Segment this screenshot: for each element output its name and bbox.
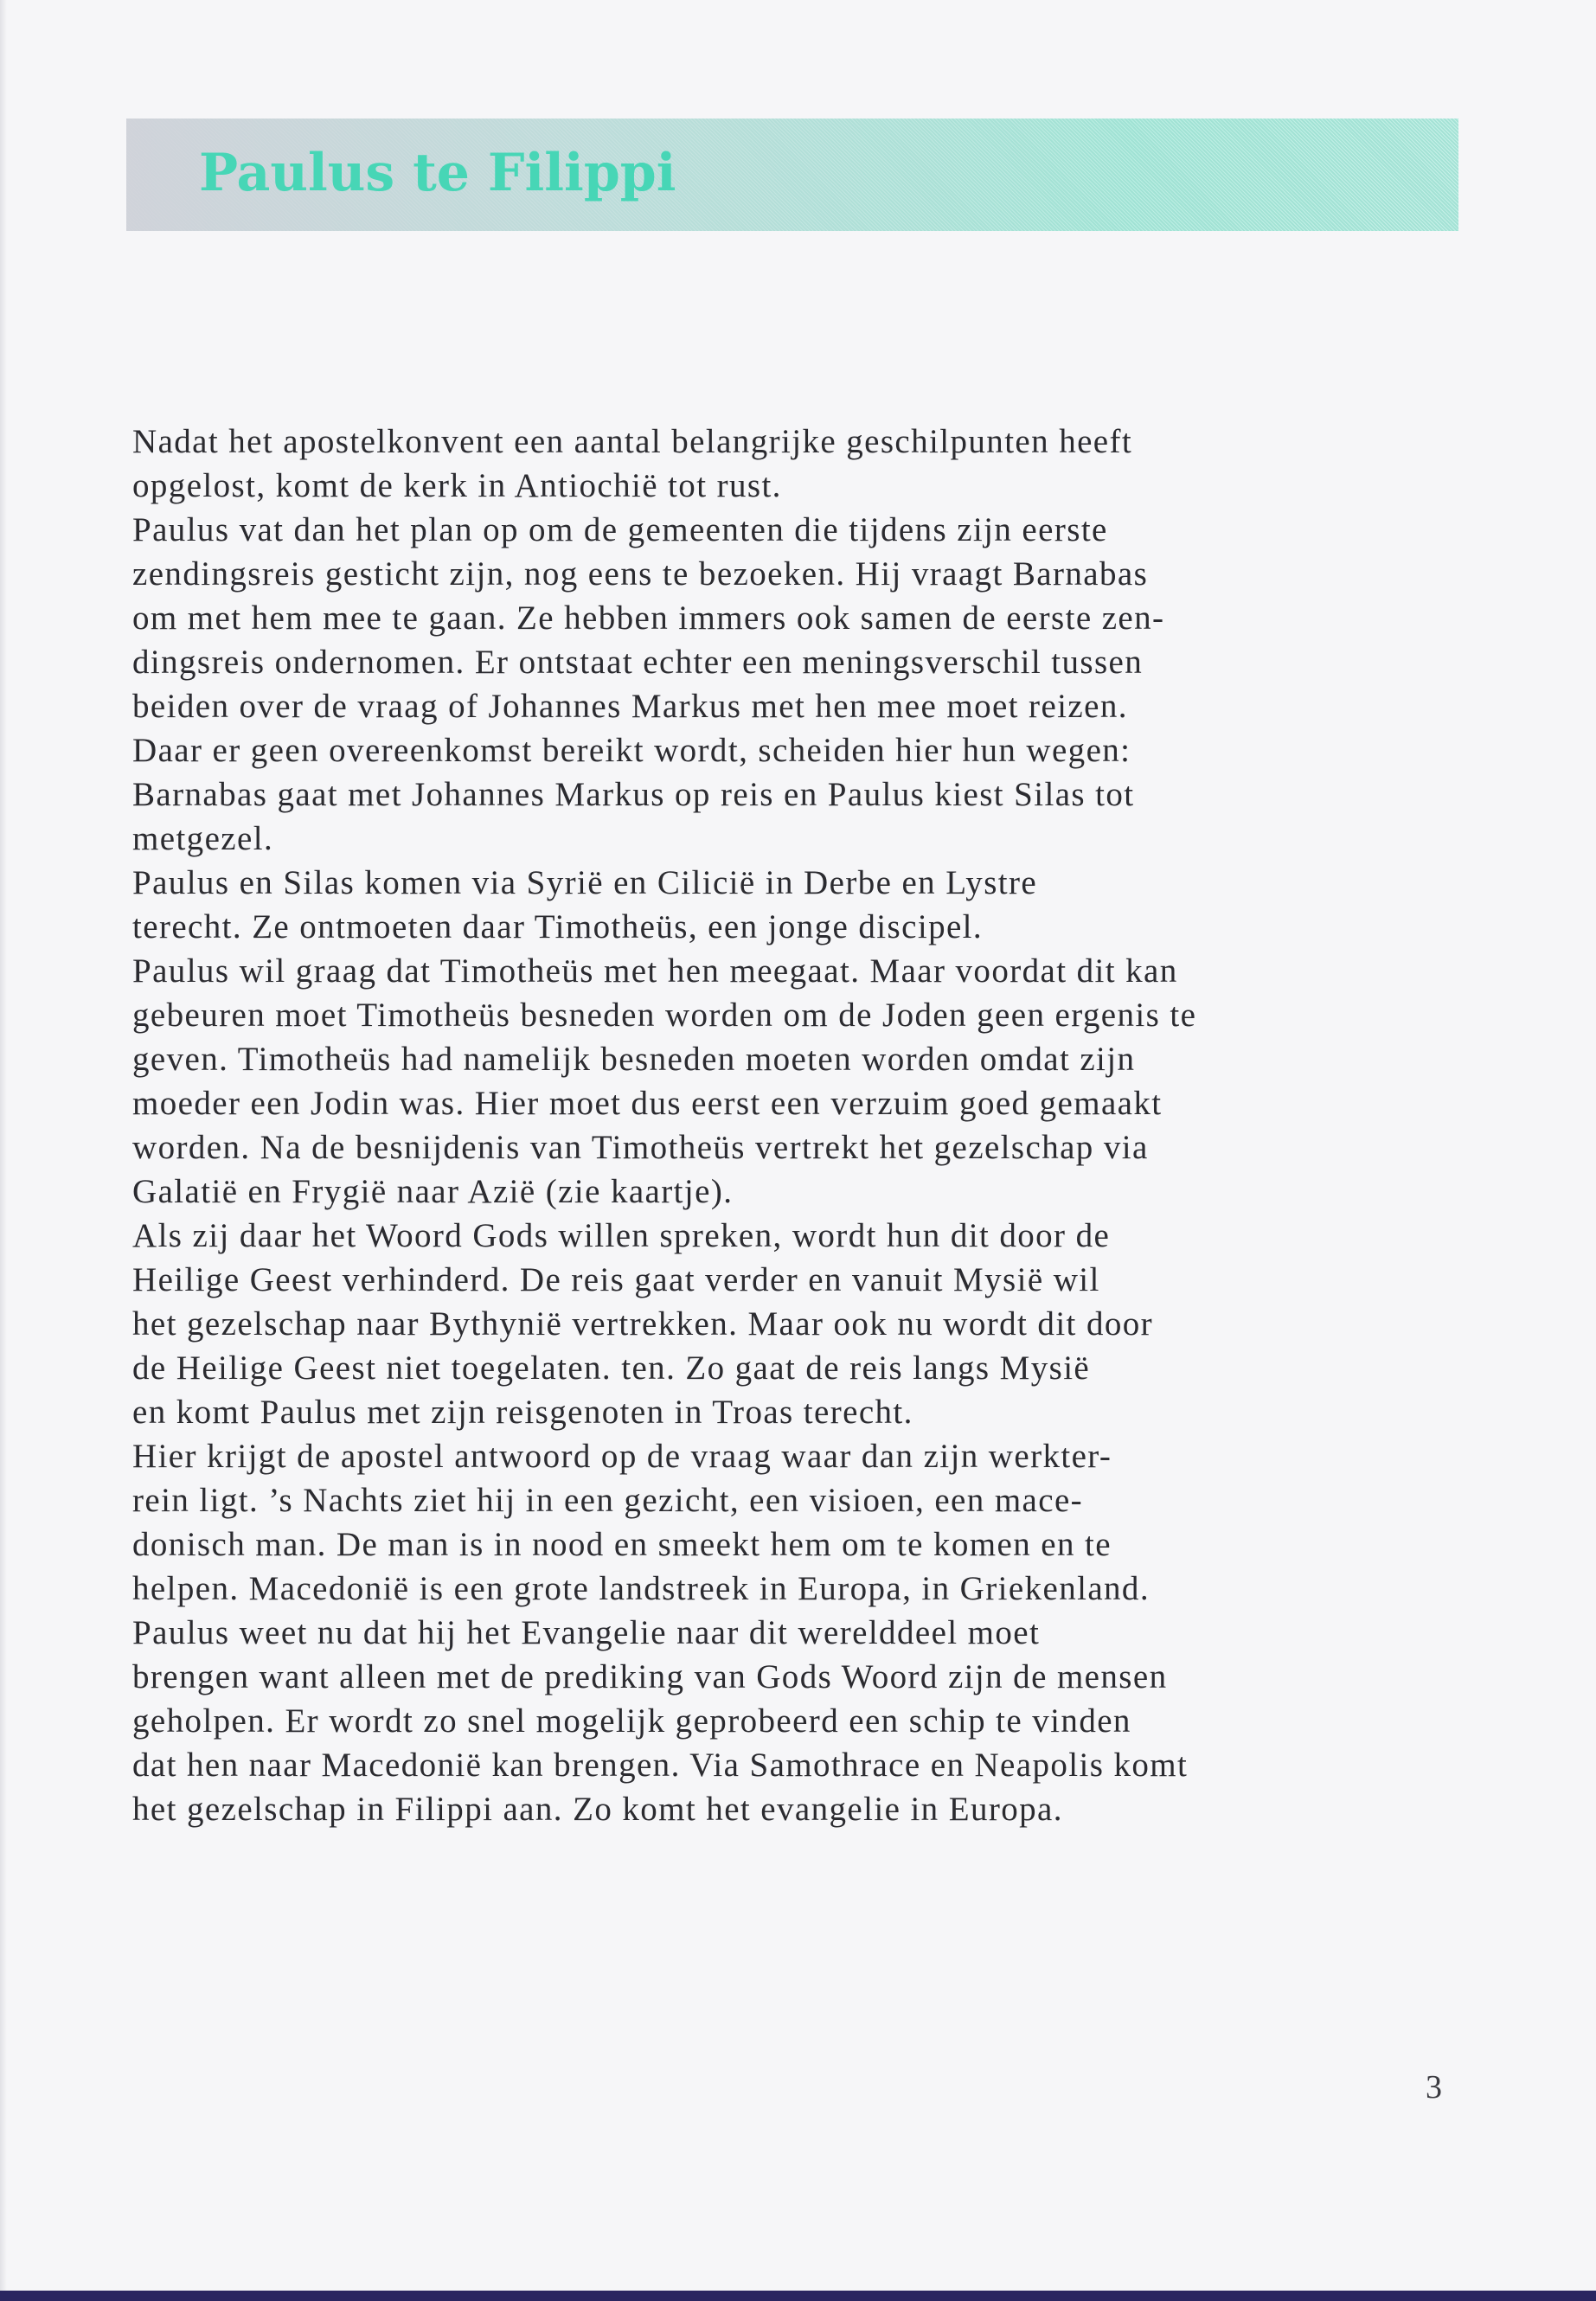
text-line: om met hem mee te gaan. Ze hebben immers ook samen de eerste zen- (132, 599, 1165, 637)
text-line: Heilige Geest verhinderd. De reis gaat verder en vanuit Mysië wil (132, 1261, 1100, 1298)
text-line: Daar er geen overeenkomst bereikt wordt, scheiden hier hun wegen: (132, 732, 1131, 769)
text-line: geholpen. Er wordt zo snel mogelijk geprobeerd een schip te vinden (132, 1702, 1131, 1740)
text-line: moeder een Jodin was. Hier moet dus eerst een verzuim goed gemaakt (132, 1085, 1163, 1122)
text-line: rein ligt. ’s Nachts ziet hij in een gezicht, een visioen, een mace- (132, 1482, 1084, 1519)
text-line: gebeuren moet Timotheüs besneden worden om de Joden geen ergenis te (132, 997, 1197, 1034)
text-line: zendingsreis gesticht zijn, nog eens te bezoeken. Hij vraagt Barnabas (132, 555, 1149, 593)
text-line: en komt Paulus met zijn reisgenoten in Troas terecht. (132, 1394, 913, 1431)
text-line: Paulus en Silas komen via Syrië en Cilicië in Derbe en Lystre (132, 864, 1038, 901)
text-line: dingsreis ondernomen. Er ontstaat echter een meningsverschil tussen (132, 644, 1144, 681)
page-number: 3 (1426, 2069, 1442, 2106)
text-line: Paulus weet nu dat hij het Evangelie naar dit werelddeel moet (132, 1614, 1041, 1651)
text-line: Paulus wil graag dat Timotheüs met hen meegaat. Maar voordat dit kan (132, 952, 1178, 990)
text-line: Als zij daar het Woord Gods willen spreken, wordt hun dit door de (132, 1217, 1111, 1254)
text-line: Barnabas gaat met Johannes Markus op reis en Paulus kiest Silas tot (132, 776, 1135, 813)
text-line: Paulus vat dan het plan op om de gemeenten die tijdens zijn eerste (132, 511, 1108, 548)
text-line: de Heilige Geest niet toegelaten. ten. Zo gaat de reis langs Mysië (132, 1349, 1091, 1387)
page-title: Paulus te Filippi (199, 143, 676, 203)
text-line: donisch man. De man is in nood en smeekt hem om te komen en te (132, 1526, 1112, 1563)
text-line: terecht. Ze ontmoeten daar Timotheüs, een jonge discipel. (132, 908, 984, 945)
text-line: geven. Timotheüs had namelijk besneden moeten worden omdat zijn (132, 1041, 1136, 1078)
bottom-edge-band (0, 2291, 1596, 2301)
text-line: metgezel. (132, 820, 274, 857)
text-line: Galatië en Frygië naar Azië (zie kaartje). (132, 1173, 734, 1210)
text-line: Nadat het apostelkonvent een aantal belangrijke geschilpunten heeft (132, 423, 1133, 460)
text-line: opgelost, komt de kerk in Antiochië tot rust. (132, 467, 782, 504)
text-line: dat hen naar Macedonië kan brengen. Via Samothrace en Neapolis komt (132, 1747, 1189, 1784)
text-line: helpen. Macedonië is een grote landstreek in Europa, in Griekenland. (132, 1570, 1150, 1607)
text-line: Hier krijgt de apostel antwoord op de vraag waar dan zijn werkter- (132, 1438, 1112, 1475)
page-edge-shadow (0, 0, 7, 2301)
body-text (132, 420, 1447, 1831)
text-line: beiden over de vraag of Johannes Markus met hen mee moet reizen. (132, 688, 1128, 725)
text-line: worden. Na de besnijdenis van Timotheüs vertrekt het gezelschap via (132, 1129, 1149, 1166)
text-line: het gezelschap naar Bythynië vertrekken. Maar ook nu wordt dit door (132, 1305, 1154, 1343)
text-line: het gezelschap in Filippi aan. Zo komt het evangelie in Europa. (132, 1791, 1063, 1828)
text-line: brengen want alleen met de prediking van Gods Woord zijn de mensen (132, 1658, 1168, 1695)
